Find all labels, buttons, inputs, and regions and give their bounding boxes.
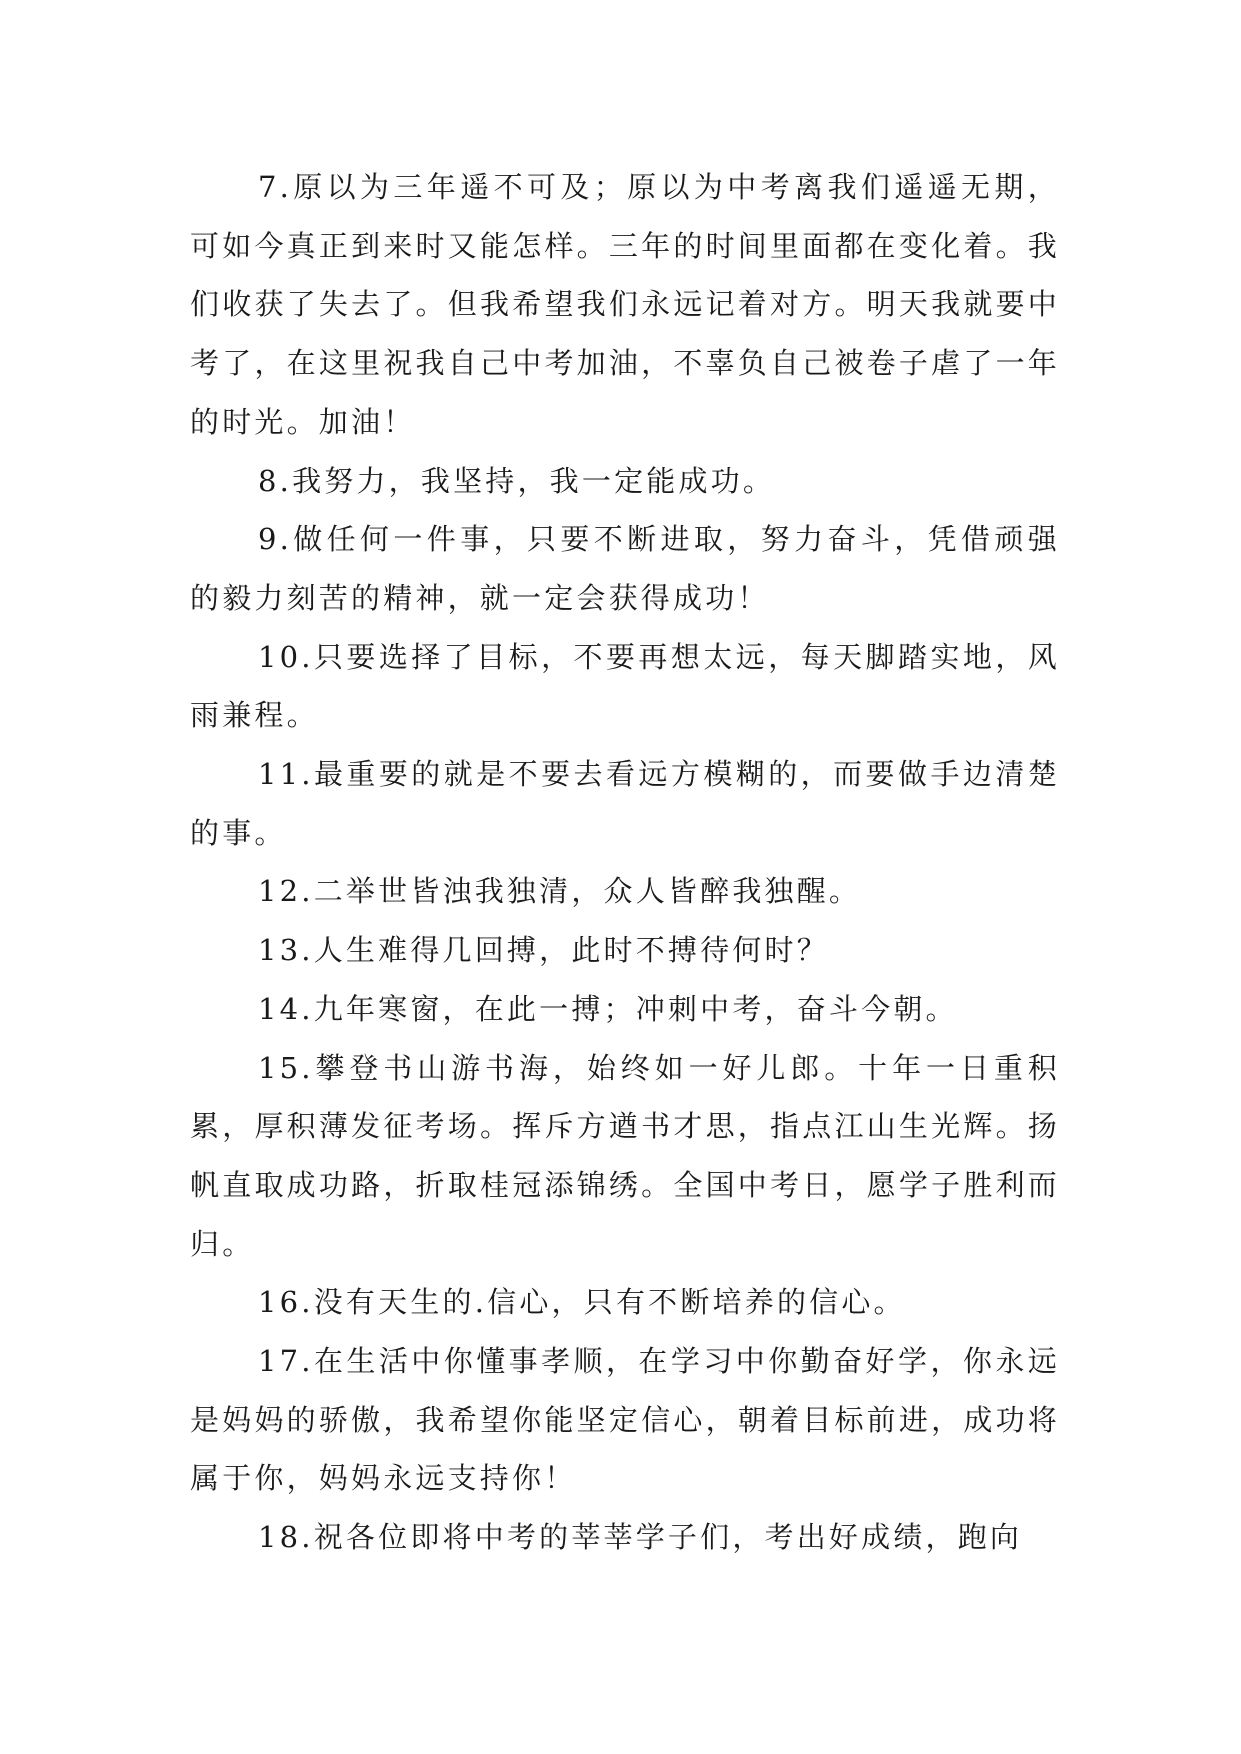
paragraph-11: 11.最重要的就是不要去看远方模糊的，而要做手边清楚的事。 (190, 757, 1060, 850)
paragraph-8: 8.我努力，我坚持，我一定能成功。 (258, 463, 776, 498)
paragraph-15: 15.攀登书山游书海，始终如一好儿郎。十年一日重积累，厚积薄发征考场。挥斥方遒书才思，指点江山生光辉。扬帆直取成功路，折取桂冠添锦绣。全国中考日，愿学子胜利而归。 (190, 1050, 1060, 1261)
paragraph-16: 16.没有天生的.信心，只有不断培养的信心。 (258, 1285, 906, 1320)
paragraph-12: 12.二举世皆浊我独清，众人皆醉我独醒。 (258, 874, 862, 909)
paragraph-14: 14.九年寒窗，在此一搏；冲刺中考，奋斗今朝。 (258, 991, 958, 1026)
paragraph-9: 9.做任何一件事，只要不断进取，努力奋斗，凭借顽强的毅力刻苦的精神，就一定会获得成功！ (190, 522, 1060, 615)
paragraph-13: 13.人生难得几回搏，此时不搏待何时？ (258, 933, 829, 968)
paragraph-18: 18.祝各位即将中考的莘莘学子们，考出好成绩，跑向 (258, 1520, 1023, 1555)
document-body (190, 158, 1060, 1567)
paragraph-10: 10.只要选择了目标，不要再想太远，每天脚踏实地，风雨兼程。 (190, 639, 1060, 733)
paragraph-7: 7.原以为三年遥不可及；原以为中考离我们遥遥无期，可如今真正到来时又能怎样。三年的时间里面都在变化着。我们收获了失去了。但我希望我们永远记着对方。明天我就要中考了，在这里祝我自己中考加油，不辜负自己被卷子虐了一年的时光。加油！ (190, 170, 1060, 439)
paragraph-17: 17.在生活中你懂事孝顺，在学习中你勤奋好学，你永远是妈妈的骄傲，我希望你能坚定信心，朝着目标前进，成功将属于你，妈妈永远支持你！ (190, 1344, 1060, 1496)
